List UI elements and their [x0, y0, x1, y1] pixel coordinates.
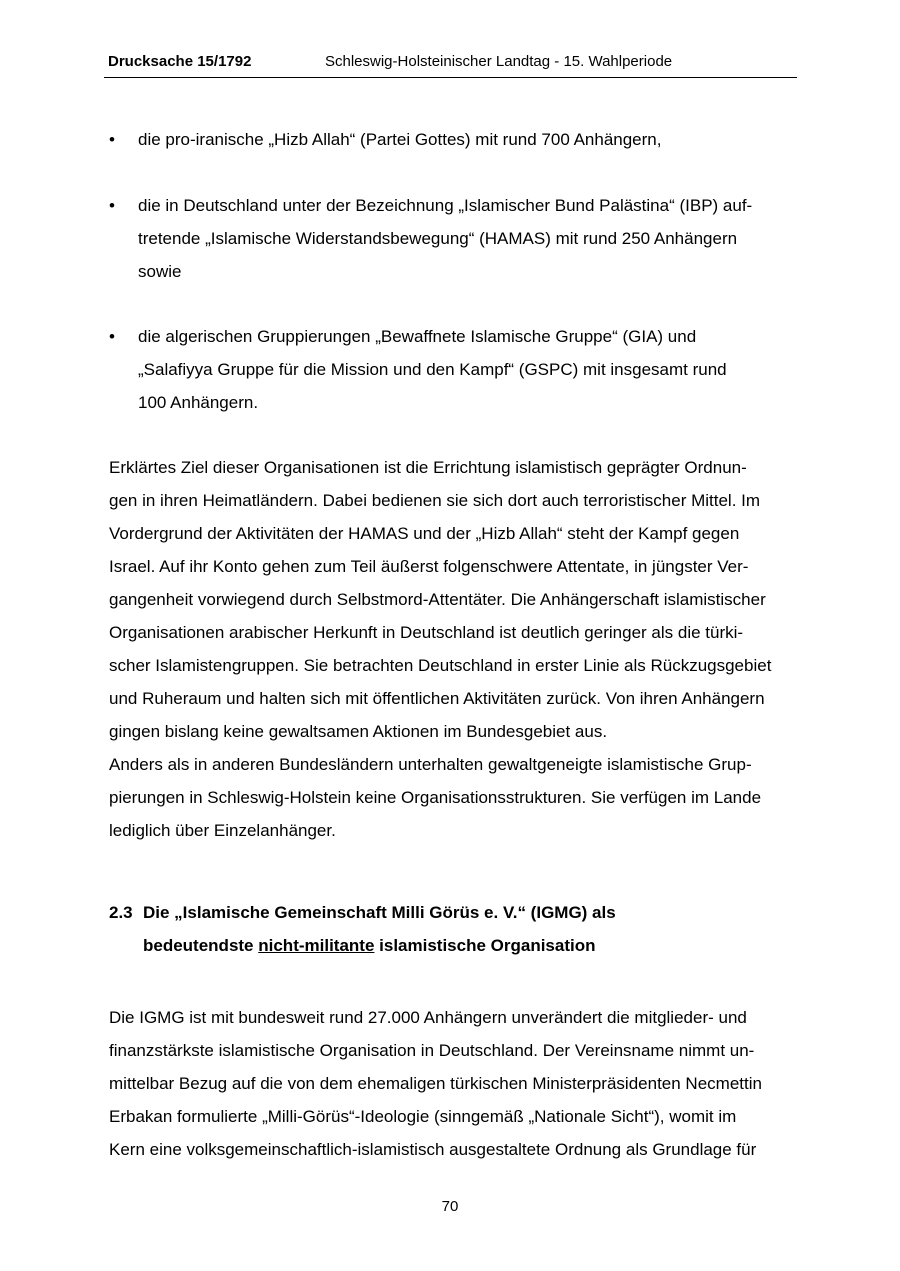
text-line: Erbakan formulierte „Milli-Görüs“-Ideologie (sinngemäß „Nationale Sicht“), womit im — [109, 1107, 737, 1126]
text-line: gangenheit vorwiegend durch Selbstmord-Attentäter. Die Anhängerschaft islamistischer — [109, 590, 766, 609]
page-header — [104, 50, 797, 78]
text-line: Kern eine volksgemeinschaftlich-islamistisch ausgestaltete Ordnung als Grundlage für — [109, 1140, 757, 1159]
text-line: die algerischen Gruppierungen „Bewaffnete Islamische Gruppe“ (GIA) und — [138, 327, 697, 346]
list-item-text — [138, 189, 788, 288]
text-line: tretende „Islamische Widerstandsbewegung“ (HAMAS) mit rund 250 Anhängern — [138, 229, 738, 248]
text-line: die in Deutschland unter der Bezeichnung „Islamischer Bund Palästina“ (IBP) auf- — [138, 196, 753, 215]
text-line: mittelbar Bezug auf die von dem ehemaligen türkischen Ministerpräsidenten Necmettin — [109, 1074, 762, 1093]
title-text: bedeutendste — [143, 936, 259, 955]
section-title-line-2 — [143, 929, 596, 962]
underlined-term: nicht-militante — [258, 936, 375, 955]
text-line: pierungen in Schleswig-Holstein keine Organisationsstrukturen. Sie verfügen im Lande — [109, 788, 762, 807]
text-line: Israel. Auf ihr Konto gehen zum Teil äußerst folgenschwere Attentate, in jüngster Ver- — [109, 557, 749, 576]
text-line: die pro-iranische „Hizb Allah“ (Partei Gottes) mit rund 700 Anhängern, — [138, 130, 662, 149]
text-line: 100 Anhängern. — [138, 393, 259, 412]
text-line: lediglich über Einzelanhänger. — [109, 821, 336, 840]
text-line: finanzstärkste islamistische Organisation in Deutschland. Der Vereinsname nimmt un- — [109, 1041, 755, 1060]
section-number: 2.3 — [109, 903, 133, 922]
text-line: Organisationen arabischer Herkunft in Deutschland ist deutlich geringer als die türki- — [109, 623, 744, 642]
title-text: islamistische Organisation — [374, 936, 596, 955]
bullet-symbol: • — [109, 196, 115, 215]
parliament-title: Schleswig-Holsteinischer Landtag - 15. Wahlperiode — [325, 53, 673, 70]
text-line: scher Islamistengruppen. Sie betrachten Deutschland in erster Linie als Rückzugsgebiet — [109, 656, 772, 675]
body-paragraph — [109, 451, 799, 847]
bullet-symbol: • — [109, 327, 115, 346]
body-paragraph — [109, 1001, 799, 1166]
text-line: „Salafiyya Gruppe für die Mission und den Kampf“ (GSPC) mit insgesamt rund — [138, 360, 727, 379]
text-line: gen in ihren Heimatländern. Dabei bedienen sie sich dort auch terroristischer Mittel. Im — [109, 491, 761, 510]
list-item-text — [138, 123, 788, 156]
bullet-symbol: • — [109, 130, 115, 149]
text-line: gingen bislang keine gewaltsamen Aktionen im Bundesgebiet aus. — [109, 722, 608, 741]
list-item-text — [138, 320, 788, 419]
page-number: 70 — [441, 1198, 459, 1215]
text-line: Anders als in anderen Bundesländern unterhalten gewaltgeneigte islamistische Grup- — [109, 755, 752, 774]
text-line: Die IGMG ist mit bundesweit rund 27.000 Anhängern unverändert die mitglieder- und — [109, 1008, 747, 1027]
text-line: und Ruheraum und halten sich mit öffentlichen Aktivitäten zurück. Von ihren Anhängern — [109, 689, 765, 708]
text-line: sowie — [138, 262, 182, 281]
section-title-line-1: Die „Islamische Gemeinschaft Milli Görüs e. V.“ (IGMG) als — [143, 903, 616, 922]
text-line: Vordergrund der Aktivitäten der HAMAS und der „Hizb Allah“ steht der Kampf gegen — [109, 524, 740, 543]
text-line: Erklärtes Ziel dieser Organisationen ist die Errichtung islamistisch geprägter Ordnun- — [109, 458, 747, 477]
document-number: Drucksache 15/1792 — [108, 53, 252, 70]
